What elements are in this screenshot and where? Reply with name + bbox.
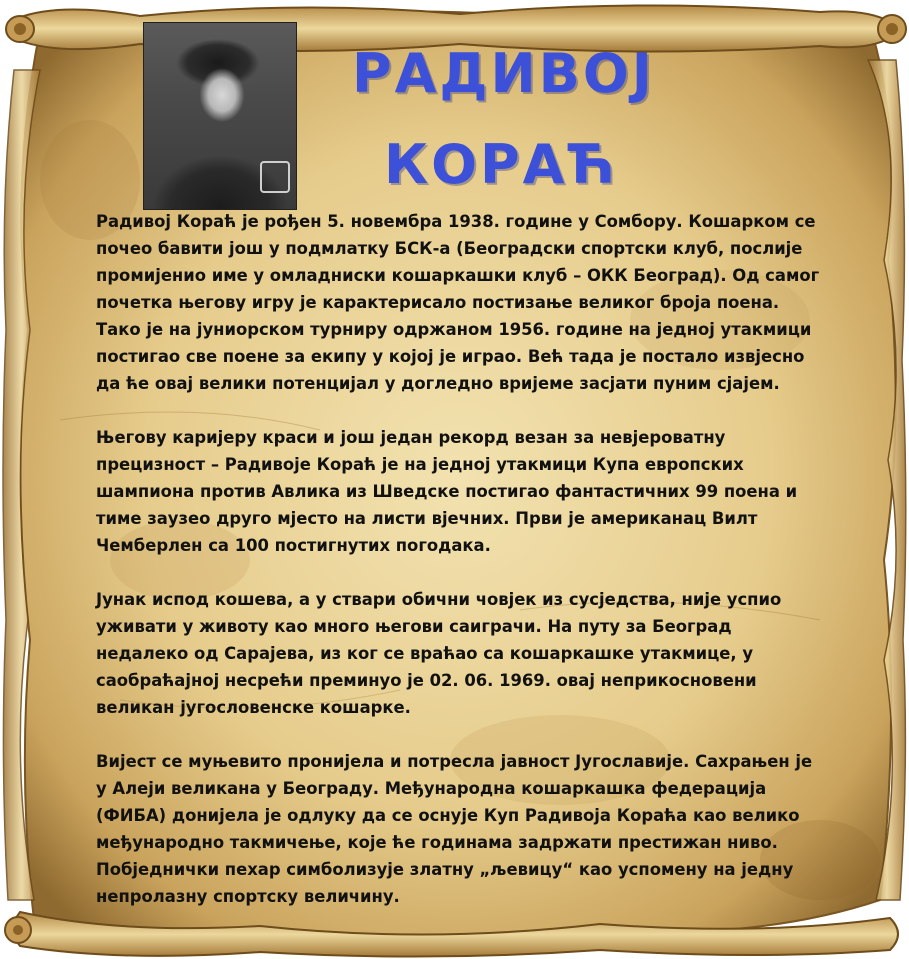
page-title-last-name: КОРАЋ: [384, 133, 618, 196]
biography-paragraph-3: Јунак испод кошева, а у ствари обични човјек из сусједства, није успио уживати у животу као много његови саиграчи. На путу за Београд недалеко од Сарајева, из ког се враћао са кошаркашке утакмице, у саобраћајној несрећи преминуо је 02. 06. 1969. овај неприкосновени великан југословенске кошарке.: [96, 590, 782, 717]
biography-text: [96, 208, 826, 937]
jersey-emblem-icon: [260, 161, 290, 193]
page-title-first-name: РАДИВОЈ: [352, 42, 655, 105]
biography-paragraph-2: Његову каријеру краси и још један рекорд везан за невјероватну прецизност – Радивоје Кораћ је на једној утакмици Купа европских шампиона против Авлика из Шведске постигао фантастичних 99 поена и тиме заузео друго мјесто на листи вјечних. Први је американац Вилт Чемберлен са 100 постигнутих погодака.: [96, 428, 798, 555]
biography-paragraph-4: Вијест се муњевито пронијела и потресла јавност Југославије. Сахрањен је у Алеји великана у Београду. Међународна кошаркашка федерација (ФИБА) донијела је одлуку да се оснује Куп Радивоја Кораћа као велико међународно такмичење, које ће годинама задржати престижан ниво. Побједнички пехар симболизује златну „љевицу“ као успомену на једну непролазну спортску величину.: [96, 752, 813, 906]
player-portrait-photo: [143, 22, 297, 210]
biography-paragraph-1: Радивој Кораћ је рођен 5. новембра 1938. године у Сомбору. Кошарком се почео бавити још у подмлатку БСК-а (Београдски спортски клуб, послије промијенио име у омладниски кошаркашки клуб – ОКК Београд). Од самог почетка његову игру је карактерисало постизање великог броја поена. Тако је на јуниорском турниру одржаном 1956. године на једној утакмици постигао све поене за екипу у којој је играо. Већ тада је постало извјесно да ће овај велики потенцијал у догледно вријеме засјати пуним сјајем.: [96, 212, 820, 393]
